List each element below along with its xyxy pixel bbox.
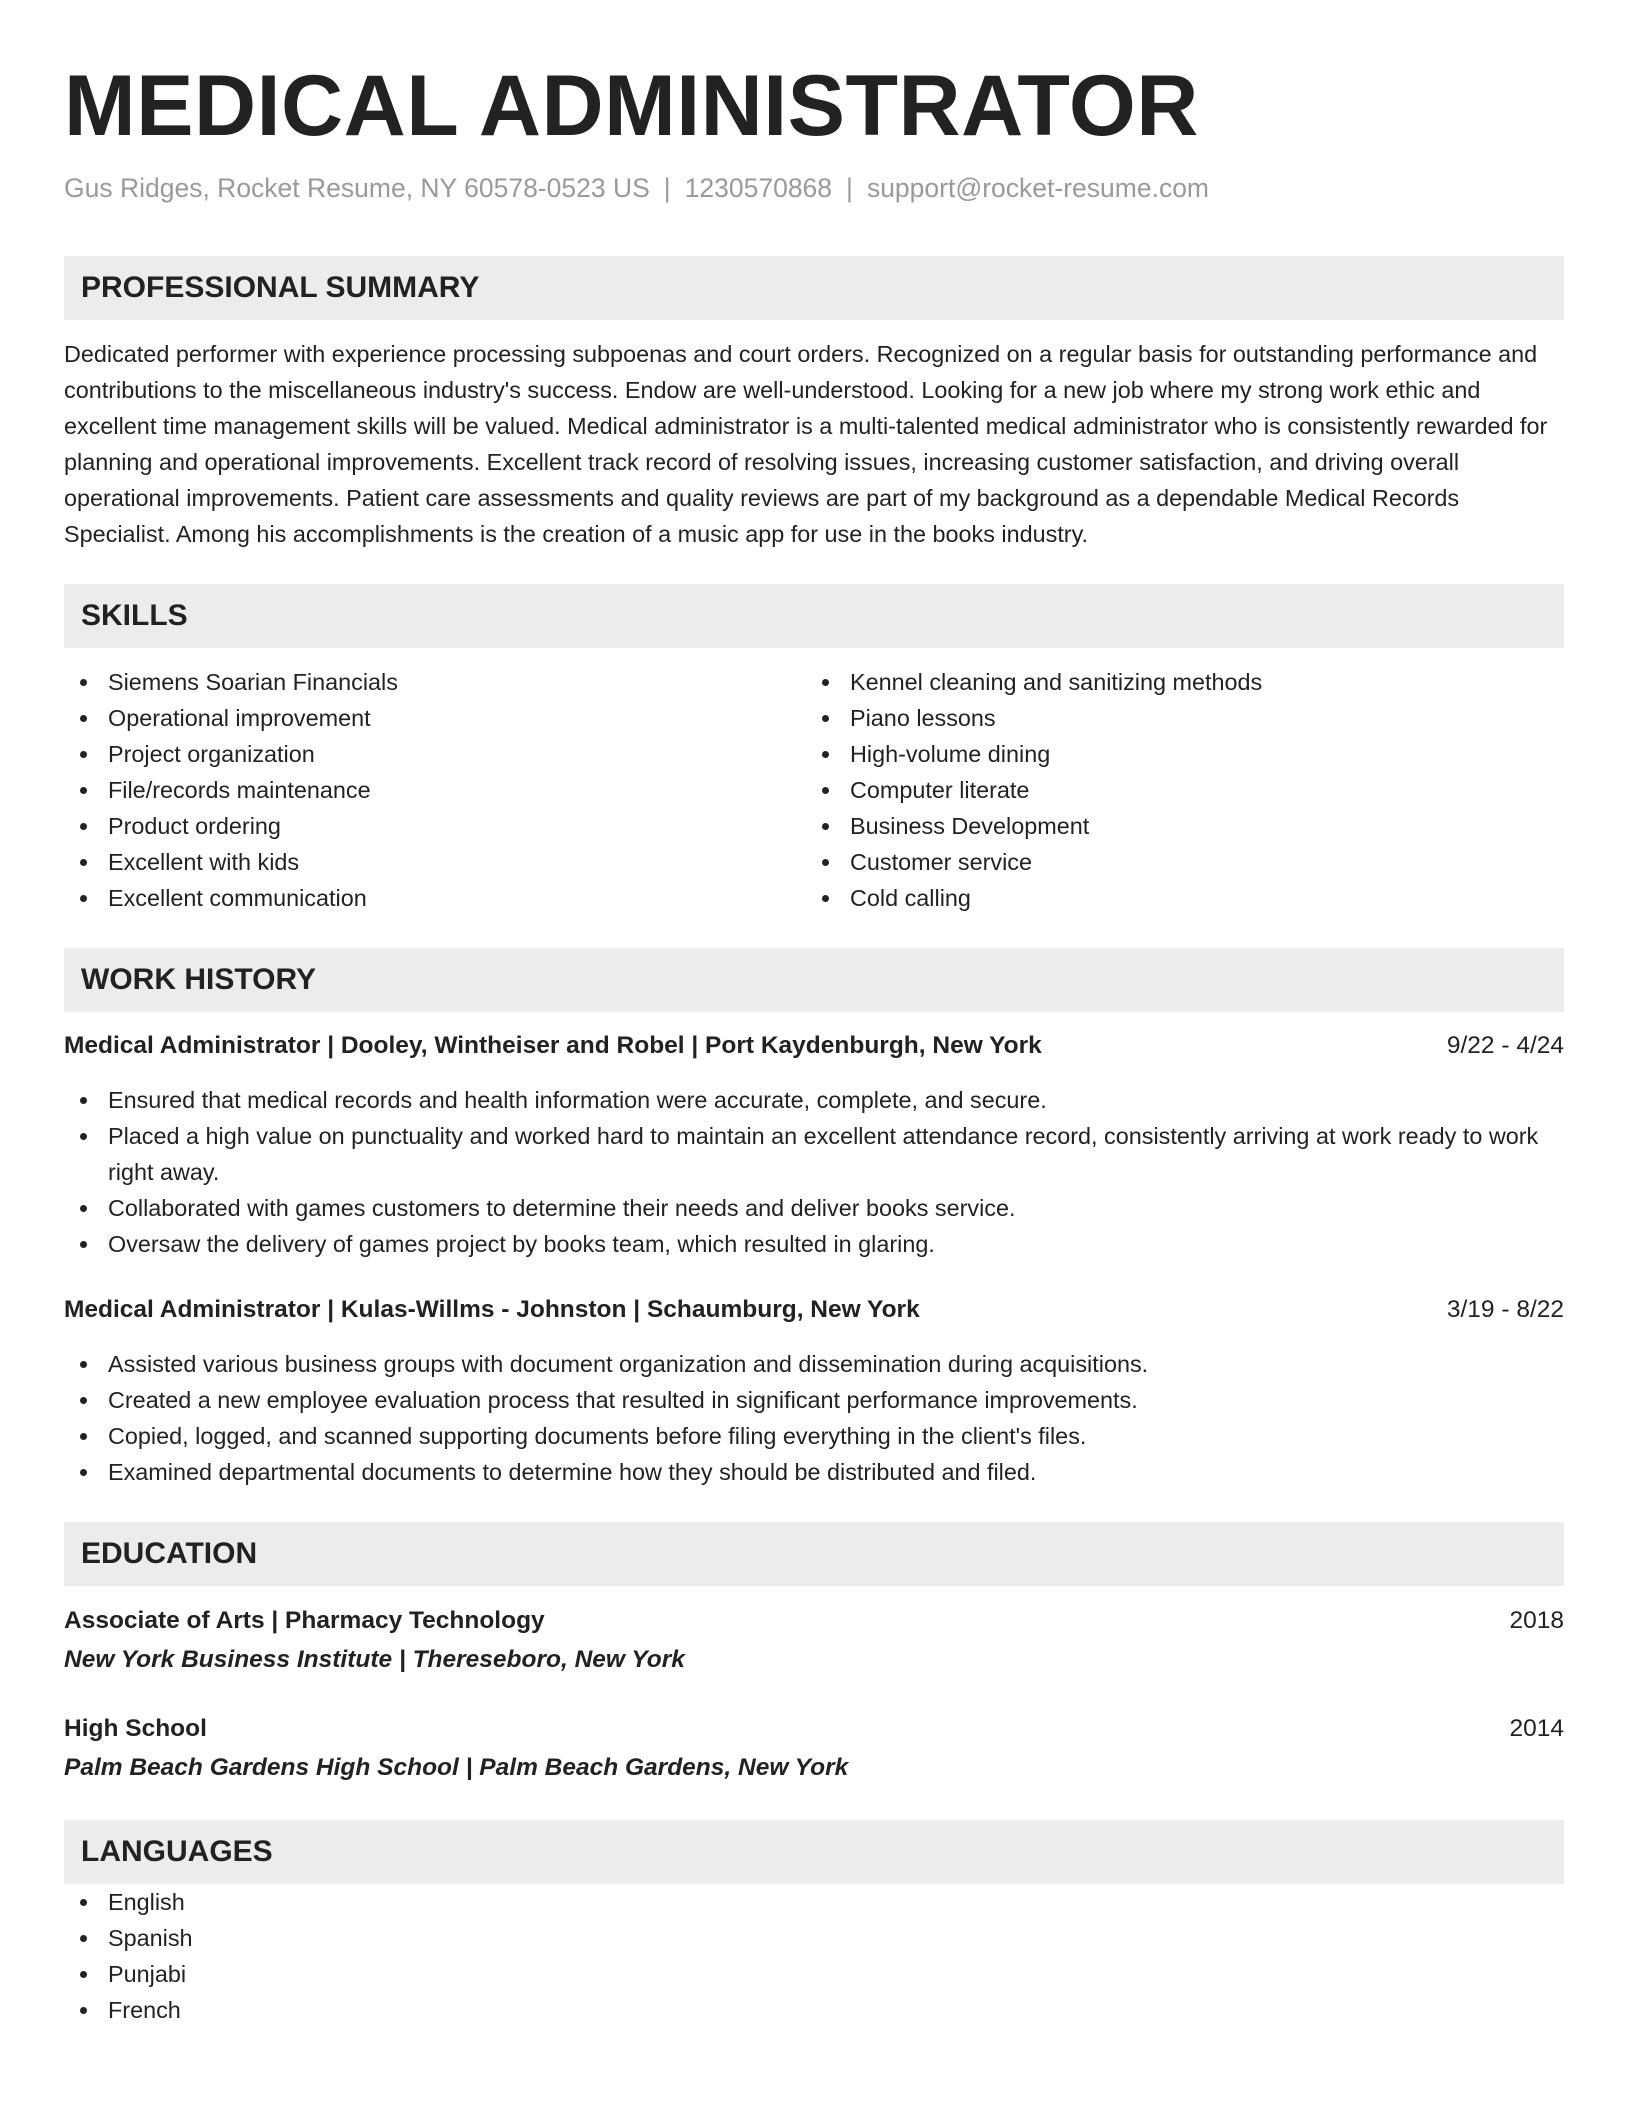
skill-item: Operational improvement xyxy=(64,700,806,736)
job-bullet: Collaborated with games customers to determine their needs and deliver books service. xyxy=(64,1190,1564,1226)
education-entry xyxy=(64,1602,1564,1680)
job-bullet: Assisted various business groups with document organization and dissemination during acquisitions. xyxy=(64,1346,1564,1382)
section-title-work: WORK HISTORY xyxy=(64,948,1564,1012)
job-dates: 3/19 - 8/22 xyxy=(1446,1296,1564,1323)
language-item: Spanish xyxy=(64,1920,1564,1956)
job-title: Medical Administrator | Kulas-Willms - Johnston | Schaumburg, New York xyxy=(64,1296,920,1323)
work-section xyxy=(64,948,1564,1490)
skills-columns xyxy=(64,664,1564,916)
education-entry xyxy=(64,1710,1564,1788)
contact-phone: 1230570868 xyxy=(684,173,833,203)
education-list xyxy=(64,1602,1564,1788)
language-list xyxy=(64,1884,1564,2028)
resume-name: MEDICAL ADMINISTRATOR xyxy=(64,58,1199,154)
education-heading xyxy=(64,1710,1564,1748)
job-bullet: Examined departmental documents to determine how they should be distributed and filed. xyxy=(64,1454,1564,1490)
skill-item: Piano lessons xyxy=(806,700,1548,736)
skill-item: Product ordering xyxy=(64,808,806,844)
skills-left-list xyxy=(64,664,806,916)
education-section xyxy=(64,1522,1564,1788)
contact-email: support@rocket-resume.com xyxy=(866,173,1210,203)
language-item: French xyxy=(64,1992,1564,2028)
job-bullet: Copied, logged, and scanned supporting documents before filing everything in the client's files. xyxy=(64,1418,1564,1454)
job-title: Medical Administrator | Dooley, Wintheiser and Robel | Port Kaydenburgh, New York xyxy=(64,1032,1042,1059)
contact-separator: | xyxy=(663,173,671,203)
job-list xyxy=(64,1028,1564,1490)
contact-address: Gus Ridges, Rocket Resume, NY 60578-0523 US xyxy=(64,173,650,203)
skill-item: Excellent communication xyxy=(64,880,806,916)
section-title-summary: PROFESSIONAL SUMMARY xyxy=(64,256,1564,320)
language-item: English xyxy=(64,1884,1564,1920)
skill-item: Computer literate xyxy=(806,772,1548,808)
job-heading xyxy=(64,1292,1564,1328)
skill-item: Kennel cleaning and sanitizing methods xyxy=(806,664,1548,700)
skill-item: Siemens Soarian Financials xyxy=(64,664,806,700)
job-bullet: Ensured that medical records and health information were accurate, complete, and secure. xyxy=(64,1082,1564,1118)
education-year: 2014 xyxy=(1509,1715,1564,1742)
job-entry xyxy=(64,1292,1564,1490)
section-title-languages: LANGUAGES xyxy=(64,1820,1564,1884)
skill-item: Cold calling xyxy=(806,880,1548,916)
contact-separator: | xyxy=(846,173,853,203)
skill-item: Customer service xyxy=(806,844,1548,880)
skills-right-list xyxy=(806,664,1548,916)
skill-item: High-volume dining xyxy=(806,736,1548,772)
skills-section xyxy=(64,584,1564,916)
job-bullet: Placed a high value on punctuality and worked hard to maintain an excellent attendance record, consistently arriving at work ready to work right away. xyxy=(64,1118,1564,1190)
job-bullet-list xyxy=(64,1346,1564,1490)
section-title-education: EDUCATION xyxy=(64,1522,1564,1586)
job-bullet: Oversaw the delivery of games project by books team, which resulted in glaring. xyxy=(64,1226,1564,1262)
education-heading xyxy=(64,1602,1564,1640)
contact-line xyxy=(64,168,1564,208)
summary-text: Dedicated performer with experience processing subpoenas and court orders. Recognized on a regular basis for outstanding performance and contributions to the miscellaneous industry's success. Endow are well-understood. Looking for a new job where my strong work ethic and excellent time management skills will be valued. Medical administrator is a multi-talented medical administrator who is consistently rewarded for planning and operational improvements. Excellent track record of resolving issues, increasing customer satisfaction, and driving overall operational improvements. Patient care assessments and quality reviews are part of my background as a dependable Medical Records Specialist. Among his accomplishments is the creation of a music app for use in the books industry. xyxy=(64,341,1548,547)
job-bullet: Created a new employee evaluation process that resulted in significant performance improvements. xyxy=(64,1382,1564,1418)
job-entry xyxy=(64,1028,1564,1262)
education-year: 2018 xyxy=(1509,1607,1564,1634)
skill-item: Business Development xyxy=(806,808,1548,844)
section-title-skills: SKILLS xyxy=(64,584,1564,648)
languages-section xyxy=(64,1820,1564,2028)
job-heading xyxy=(64,1028,1564,1064)
job-bullet-list xyxy=(64,1082,1564,1262)
language-item: Punjabi xyxy=(64,1956,1564,1992)
education-school: New York Business Institute | Thereseboro, New York xyxy=(64,1646,685,1673)
skill-item: File/records maintenance xyxy=(64,772,806,808)
education-degree: High School xyxy=(64,1715,207,1742)
skill-item: Excellent with kids xyxy=(64,844,806,880)
education-school: Palm Beach Gardens High School | Palm Beach Gardens, New York xyxy=(64,1754,849,1781)
education-degree: Associate of Arts | Pharmacy Technology xyxy=(64,1607,545,1634)
skill-item: Project organization xyxy=(64,736,806,772)
job-dates: 9/22 - 4/24 xyxy=(1446,1032,1564,1059)
